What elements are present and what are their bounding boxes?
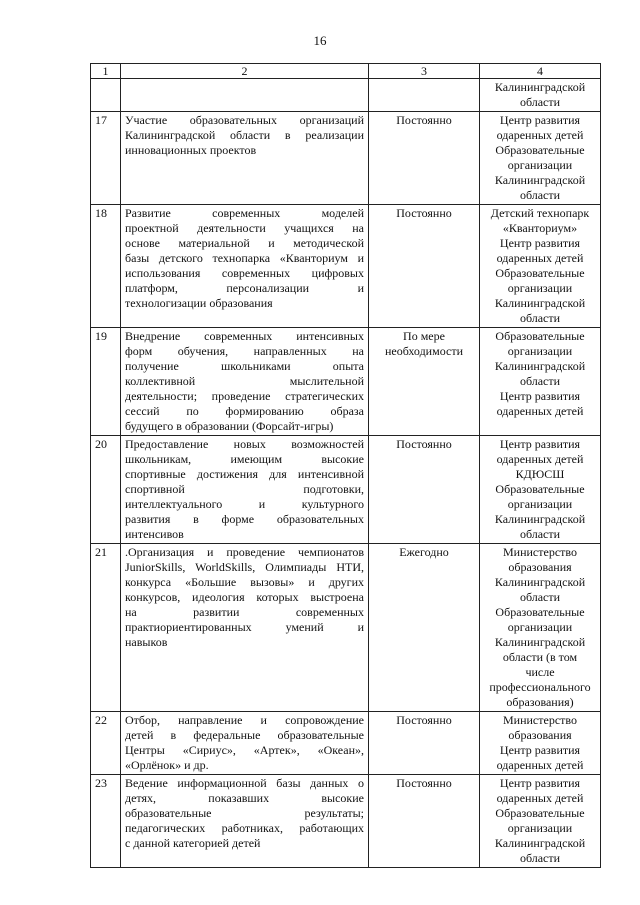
responsible-line: области bbox=[519, 374, 561, 388]
description-line: Развитие современных моделей bbox=[125, 206, 364, 220]
description-line: получение школьниками опыта bbox=[125, 359, 364, 373]
responsible-line: одаренных детей bbox=[496, 404, 584, 418]
responsible-line: Калининградской bbox=[494, 575, 586, 589]
term-cell bbox=[369, 79, 480, 112]
responsible-line: одаренных детей bbox=[496, 791, 584, 805]
responsible-line: числе bbox=[525, 665, 555, 679]
responsible-line: области bbox=[519, 311, 561, 325]
description-line: спортивные достижения для интенсивной bbox=[125, 467, 364, 481]
responsible-cell bbox=[480, 544, 601, 712]
responsible-line: области bbox=[519, 188, 561, 202]
description-line: навыков bbox=[125, 635, 168, 649]
responsible-line: Министерство bbox=[503, 713, 577, 727]
responsible-line: области bbox=[519, 851, 561, 865]
responsible-line: Калининградской bbox=[494, 173, 586, 187]
description-line: развития в форме образовательных bbox=[125, 512, 364, 526]
row-number-cell: 22 bbox=[91, 712, 121, 775]
description-cell bbox=[121, 205, 369, 328]
description-line: технологизации образования bbox=[125, 296, 273, 310]
responsible-cell bbox=[480, 112, 601, 205]
responsible-line: Образовательные bbox=[495, 266, 585, 280]
term-cell bbox=[369, 775, 480, 868]
description-line: интенсивов bbox=[125, 527, 184, 541]
responsible-line: Образовательные bbox=[495, 143, 585, 157]
description-line: Внедрение современных интенсивных bbox=[125, 329, 364, 343]
description-line: коллективной мыслительной bbox=[125, 374, 364, 388]
term-line: Постоянно bbox=[396, 776, 452, 790]
responsible-line: Калининградской bbox=[494, 635, 586, 649]
term-cell bbox=[369, 112, 480, 205]
responsible-line: Образовательные bbox=[495, 482, 585, 496]
description-line: основе материальной и методической bbox=[125, 236, 364, 250]
description-line: Калининградской области в реализации bbox=[125, 128, 364, 142]
responsible-line: Центр развития bbox=[499, 236, 581, 250]
responsible-line: области (в том bbox=[502, 650, 578, 664]
table-row bbox=[91, 112, 601, 205]
term-line: Постоянно bbox=[396, 713, 452, 727]
responsible-line: Центр развития bbox=[499, 776, 581, 790]
responsible-line: Калининградской bbox=[494, 80, 586, 94]
responsible-cell bbox=[480, 436, 601, 544]
table-row bbox=[91, 712, 601, 775]
description-line: образовательные результаты; bbox=[125, 806, 364, 820]
continuation-row bbox=[91, 79, 601, 112]
responsible-line: Детский технопарк bbox=[490, 206, 590, 220]
responsible-line: Министерство bbox=[503, 545, 577, 559]
description-line: JuniorSkills, WorldSkills, Олимпиады НТИ, bbox=[125, 560, 364, 574]
measures-table bbox=[90, 63, 601, 868]
row-number-cell: 21 bbox=[91, 544, 121, 712]
responsible-line: Центр развития bbox=[499, 437, 581, 451]
header-cell: 4 bbox=[480, 64, 601, 79]
description-line: базы детского технопарка «Кванториум и bbox=[125, 251, 364, 265]
responsible-cell bbox=[480, 79, 601, 112]
description-cell bbox=[121, 436, 369, 544]
responsible-line: одаренных детей bbox=[496, 128, 584, 142]
row-number-cell bbox=[91, 79, 121, 112]
header-row bbox=[91, 64, 601, 79]
responsible-cell bbox=[480, 775, 601, 868]
description-line: инновационных проектов bbox=[125, 143, 257, 157]
description-line: практиориентированных умений и bbox=[125, 620, 364, 634]
description-line: Предоставление новых возможностей bbox=[125, 437, 364, 451]
table-row bbox=[91, 544, 601, 712]
description-line: проектной деятельности учащихся на bbox=[125, 221, 364, 235]
responsible-line: образования) bbox=[506, 695, 574, 709]
description-line: школьникам, имеющим высокие bbox=[125, 452, 364, 466]
header-cell: 1 bbox=[91, 64, 121, 79]
term-line: необходимости bbox=[384, 344, 463, 358]
responsible-line: Образовательные bbox=[495, 605, 585, 619]
description-line: деятельности; проведение стратегических bbox=[125, 389, 364, 403]
table-row bbox=[91, 205, 601, 328]
description-line: детей в федеральные образовательные bbox=[125, 728, 364, 742]
table-row bbox=[91, 328, 601, 436]
page-number: 16 bbox=[313, 33, 327, 48]
responsible-line: Образовательные bbox=[495, 806, 585, 820]
responsible-line: одаренных детей bbox=[496, 452, 584, 466]
row-number-cell: 18 bbox=[91, 205, 121, 328]
responsible-line: Центр развития bbox=[499, 389, 581, 403]
description-line: детях, показавших высокие bbox=[125, 791, 364, 805]
responsible-line: образования bbox=[508, 728, 572, 742]
description-line: «Орлёнок» и др. bbox=[125, 758, 209, 772]
description-line: платформ, персонализации и bbox=[125, 281, 364, 295]
responsible-line: области bbox=[519, 95, 561, 109]
row-number-cell: 17 bbox=[91, 112, 121, 205]
description-cell bbox=[121, 775, 369, 868]
header-cell: 2 bbox=[121, 64, 369, 79]
responsible-line: Калининградской bbox=[494, 512, 586, 526]
responsible-line: образования bbox=[508, 560, 572, 574]
description-line: .Организация и проведение чемпионатов bbox=[125, 545, 364, 559]
description-cell bbox=[121, 712, 369, 775]
table-row bbox=[91, 775, 601, 868]
responsible-line: Калининградской bbox=[494, 836, 586, 850]
description-cell bbox=[121, 328, 369, 436]
description-cell bbox=[121, 79, 369, 112]
description-line: Отбор, направление и сопровождение bbox=[125, 713, 364, 727]
responsible-line: Центр развития bbox=[499, 743, 581, 757]
description-line: сессий по формированию образа bbox=[125, 404, 364, 418]
term-line: По мере bbox=[403, 329, 445, 343]
term-cell bbox=[369, 328, 480, 436]
description-line: интеллектуального и культурного bbox=[125, 497, 364, 511]
row-number-cell: 20 bbox=[91, 436, 121, 544]
term-line: Постоянно bbox=[396, 113, 452, 127]
responsible-line: организации bbox=[507, 158, 573, 172]
responsible-cell bbox=[480, 712, 601, 775]
description-line: Центры «Сириус», «Артек», «Океан», bbox=[125, 743, 364, 757]
description-line: будущего в образовании (Форсайт-игры) bbox=[125, 419, 334, 433]
description-line: форм обучения, направленных на bbox=[125, 344, 364, 358]
responsible-line: организации bbox=[507, 344, 573, 358]
responsible-line: одаренных детей bbox=[496, 758, 584, 772]
responsible-line: профессионального bbox=[489, 680, 591, 694]
responsible-line: «Кванториум» bbox=[502, 221, 578, 235]
description-line: Ведение информационной базы данных о bbox=[125, 776, 364, 790]
responsible-line: области bbox=[519, 527, 561, 541]
responsible-line: КДЮСШ bbox=[515, 467, 565, 481]
term-cell bbox=[369, 436, 480, 544]
responsible-line: организации bbox=[507, 497, 573, 511]
term-line: Ежегодно bbox=[399, 545, 449, 559]
description-line: на развитии современных bbox=[125, 605, 364, 619]
description-cell bbox=[121, 544, 369, 712]
responsible-line: организации bbox=[507, 281, 573, 295]
description-line: конкурса «Большие вызовы» и других bbox=[125, 575, 364, 589]
responsible-line: Калининградской bbox=[494, 296, 586, 310]
term-cell bbox=[369, 544, 480, 712]
table-row bbox=[91, 436, 601, 544]
responsible-line: области bbox=[519, 590, 561, 604]
term-line: Постоянно bbox=[396, 437, 452, 451]
term-cell bbox=[369, 205, 480, 328]
responsible-line: Центр развития bbox=[499, 113, 581, 127]
row-number-cell: 23 bbox=[91, 775, 121, 868]
description-cell bbox=[121, 112, 369, 205]
responsible-line: организации bbox=[507, 620, 573, 634]
responsible-line: Образовательные bbox=[495, 329, 585, 343]
term-cell bbox=[369, 712, 480, 775]
responsible-line: организации bbox=[507, 821, 573, 835]
description-line: Участие образовательных организаций bbox=[125, 113, 364, 127]
responsible-line: одаренных детей bbox=[496, 251, 584, 265]
description-line: педагогических работниках, работающих bbox=[125, 821, 364, 835]
description-line: конкурсов, идеология которых выстроена bbox=[125, 590, 364, 604]
description-line: спортивной подготовки, bbox=[125, 482, 364, 496]
description-line: с данной категорией детей bbox=[125, 836, 261, 850]
description-line: использования современных цифровых bbox=[125, 266, 364, 280]
responsible-cell bbox=[480, 205, 601, 328]
responsible-line: Калининградской bbox=[494, 359, 586, 373]
row-number-cell: 19 bbox=[91, 328, 121, 436]
responsible-cell bbox=[480, 328, 601, 436]
term-line: Постоянно bbox=[396, 206, 452, 220]
header-cell: 3 bbox=[369, 64, 480, 79]
